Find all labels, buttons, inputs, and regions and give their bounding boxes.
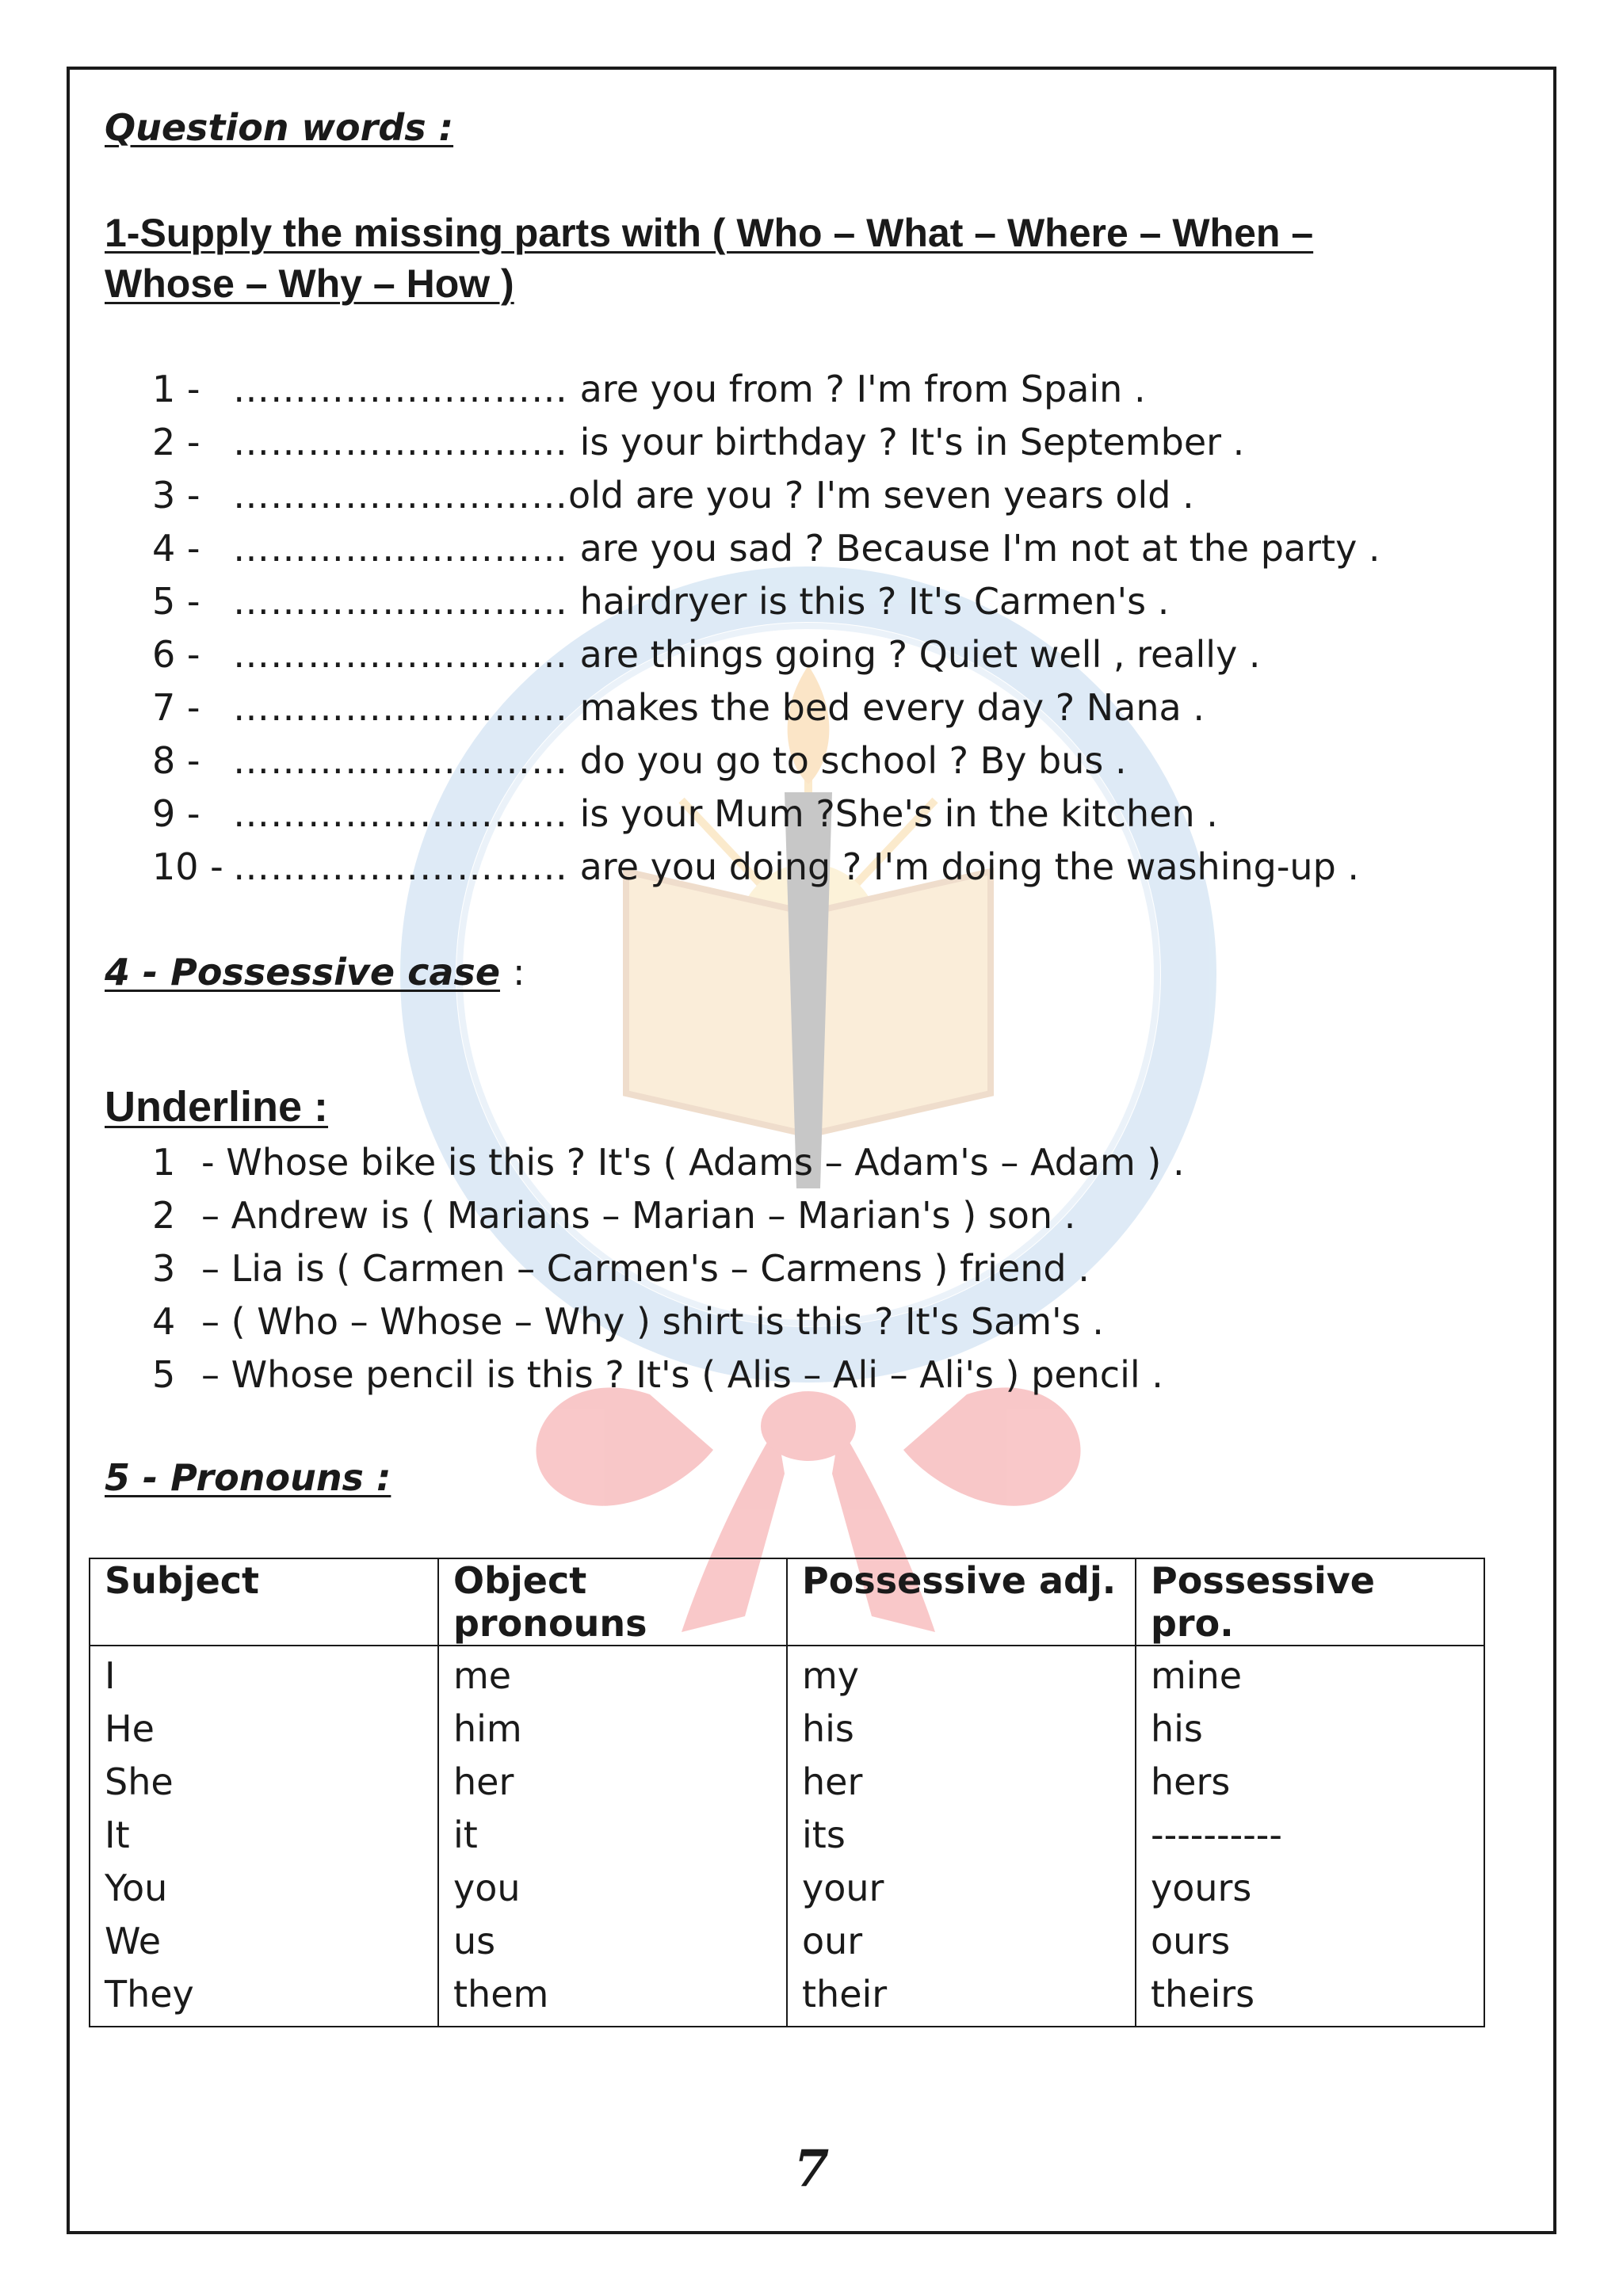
- table-cell: it: [453, 1814, 478, 1856]
- question-number: 7 -: [152, 686, 200, 729]
- question-text: makes the bed every day ? Nana .: [568, 686, 1205, 729]
- question-text: are things going ? Quiet well , really .: [568, 633, 1261, 676]
- underline-heading: Underline :: [105, 1083, 329, 1131]
- item-number: 1: [152, 1141, 176, 1184]
- table-cell: his: [802, 1707, 854, 1750]
- table-cell: theirs: [1151, 1973, 1255, 2016]
- possessive-case-colon: :: [513, 951, 525, 994]
- item-number: 2: [152, 1194, 176, 1237]
- list-item: [233, 474, 1194, 517]
- question-text: do you go to school ? By bus .: [568, 739, 1127, 782]
- column-header-possessive-adj: Possessive adj.: [787, 1558, 1136, 1646]
- question-text: are you sad ? Because I'm not at the party .: [568, 527, 1381, 570]
- table-cell: me: [453, 1654, 512, 1697]
- list-item: [233, 421, 1244, 463]
- table-cell: ----------: [1151, 1814, 1282, 1856]
- answer-blank[interactable]: ………………………: [233, 845, 568, 888]
- column-header-possessive-pro: Possessive pro.: [1136, 1558, 1484, 1646]
- table-cell: your: [802, 1867, 884, 1909]
- list-item: [233, 845, 1359, 888]
- list-item: [233, 739, 1127, 782]
- list-item: [233, 527, 1381, 570]
- question-number: 4 -: [152, 527, 200, 570]
- question-number: 3 -: [152, 474, 200, 517]
- underline-item-text: – ( Who – Whose – Why ) shirt is this ? It's Sam's .: [201, 1300, 1104, 1343]
- table-cell: us: [453, 1920, 496, 1962]
- question-text: is your Mum ?She's in the kitchen .: [568, 792, 1218, 835]
- question-number: 6 -: [152, 633, 200, 676]
- pronoun-table: [89, 1558, 1485, 2027]
- list-item: [233, 368, 1146, 410]
- table-cell: He: [105, 1707, 155, 1750]
- answer-blank[interactable]: ………………………: [233, 368, 568, 410]
- table-cell: You: [105, 1867, 168, 1909]
- table-cell: ours: [1151, 1920, 1231, 1962]
- table-cell: her: [802, 1760, 863, 1803]
- underline-item-text: – Whose pencil is this ? It's ( Alis – Ali – Ali's ) pencil .: [201, 1353, 1163, 1396]
- supply-instruction-line-2: Whose – Why – How ): [105, 261, 514, 306]
- object-column: [438, 1646, 787, 2027]
- list-item: [233, 686, 1205, 729]
- question-number: 9 -: [152, 792, 200, 835]
- table-cell: hers: [1151, 1760, 1231, 1803]
- answer-blank[interactable]: ………………………: [233, 580, 568, 623]
- column-header-object: Object pronouns: [438, 1558, 787, 1646]
- item-number: 3: [152, 1247, 176, 1290]
- table-cell: She: [105, 1760, 174, 1803]
- table-cell: her: [453, 1760, 514, 1803]
- question-text: is your birthday ? It's in September .: [568, 421, 1245, 463]
- page-number: 7: [793, 2139, 830, 2199]
- answer-blank[interactable]: ………………………: [233, 474, 568, 517]
- table-cell: his: [1151, 1707, 1203, 1750]
- question-text: are you doing ? I'm doing the washing-up .: [568, 845, 1360, 888]
- table-cell: our: [802, 1920, 863, 1962]
- question-number: 2 -: [152, 421, 200, 463]
- list-item: [233, 580, 1169, 623]
- list-item: [233, 633, 1261, 676]
- possessive-case-heading: [105, 951, 525, 994]
- possessive-case-label: 4 - Possessive case: [105, 951, 501, 994]
- table-cell: mine: [1151, 1654, 1243, 1697]
- underline-item-text: – Andrew is ( Marians – Marian – Marian's ) son .: [201, 1194, 1076, 1237]
- table-cell: We: [105, 1920, 162, 1962]
- table-cell: yours: [1151, 1867, 1252, 1909]
- possessive-pro-column: [1136, 1646, 1484, 2027]
- underline-item-text: – Lia is ( Carmen – Carmen's – Carmens ) friend .: [201, 1247, 1090, 1290]
- question-number: 1 -: [152, 368, 200, 410]
- supply-instruction-line-1: 1-Supply the missing parts with ( Who – What – Where – When –: [105, 211, 1314, 255]
- answer-blank[interactable]: ………………………: [233, 792, 568, 835]
- question-text: old are you ? I'm seven years old .: [568, 474, 1194, 517]
- question-number: 10 -: [152, 845, 223, 888]
- answer-blank[interactable]: ………………………: [233, 633, 568, 676]
- table-cell: my: [802, 1654, 860, 1697]
- table-cell: you: [453, 1867, 521, 1909]
- item-number: 4: [152, 1300, 176, 1343]
- answer-blank[interactable]: ………………………: [233, 421, 568, 463]
- column-header-subject: Subject: [90, 1558, 438, 1646]
- list-item: [233, 792, 1218, 835]
- table-cell: They: [105, 1973, 194, 2016]
- answer-blank[interactable]: ………………………: [233, 686, 568, 729]
- answer-blank[interactable]: ………………………: [233, 527, 568, 570]
- question-text: are you from ? I'm from Spain .: [568, 368, 1146, 410]
- subject-column: [90, 1646, 438, 2027]
- table-cell: their: [802, 1973, 888, 2016]
- item-number: 5: [152, 1353, 176, 1396]
- table-header-row: [90, 1558, 1484, 1646]
- possessive-adj-column: [787, 1646, 1136, 2027]
- question-number: 8 -: [152, 739, 200, 782]
- table-cell: I: [105, 1654, 116, 1697]
- underline-item-text: - Whose bike is this ? It's ( Adams – Adam's – Adam ) .: [201, 1141, 1185, 1184]
- question-words-heading: Question words :: [105, 106, 454, 149]
- question-text: hairdryer is this ? It's Carmen's .: [568, 580, 1170, 623]
- table-row: [90, 1646, 1484, 2027]
- question-number: 5 -: [152, 580, 200, 623]
- table-cell: him: [453, 1707, 522, 1750]
- pronouns-heading: 5 - Pronouns :: [105, 1456, 391, 1499]
- table-cell: its: [802, 1814, 846, 1856]
- table-cell: It: [105, 1814, 130, 1856]
- table-cell: them: [453, 1973, 549, 2016]
- answer-blank[interactable]: ………………………: [233, 739, 568, 782]
